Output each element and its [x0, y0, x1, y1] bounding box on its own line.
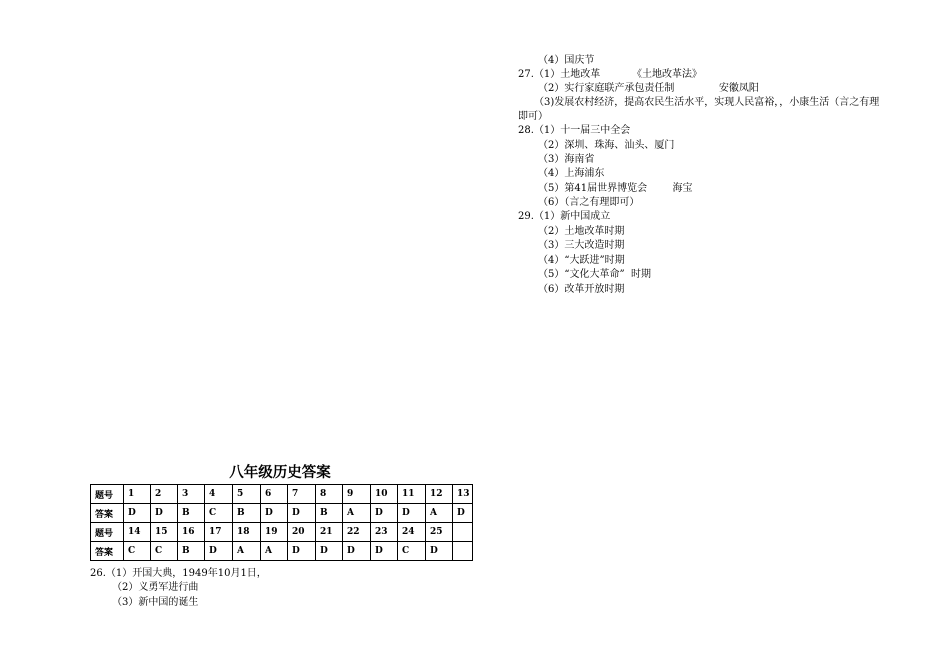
answer-line: （5）第41届世界博览会 海宝 — [538, 183, 693, 194]
answer-line: 28.（1）十一届三中全会 — [518, 125, 631, 136]
answer-line: 26.（1）开国大典，1949年10月1日， — [90, 568, 267, 579]
table-cell: A — [233, 542, 261, 561]
table-cell: 16 — [178, 523, 205, 542]
answer-line: 29.（1）新中国成立 — [518, 211, 611, 222]
table-cell: B — [233, 504, 261, 523]
row-header-cell: 题号 — [91, 485, 124, 504]
table-cell: D — [124, 504, 151, 523]
answer-line: （2）实行家庭联产承包责任制 安徽凤阳 — [538, 83, 759, 94]
answer-line: （3)发展农村经济，提高农民生活水平，实现人民富裕，，小康生活（言之有理 — [534, 97, 880, 108]
answer-line: 即可） — [518, 111, 548, 122]
answer-line: （4）“大跃进”时期 — [538, 255, 625, 266]
table-row — [91, 523, 473, 542]
table-cell: 13 — [453, 485, 473, 504]
table-cell: D — [343, 542, 371, 561]
table-cell: 11 — [398, 485, 426, 504]
table-cell: 25 — [426, 523, 453, 542]
table-cell: D — [371, 542, 398, 561]
table-cell: 22 — [343, 523, 371, 542]
table-cell: 9 — [343, 485, 371, 504]
table-cell: D — [453, 504, 473, 523]
table-cell: A — [261, 542, 288, 561]
table-cell: 19 — [261, 523, 288, 542]
table-cell: D — [316, 542, 343, 561]
table-cell: C — [398, 542, 426, 561]
answer-line: 27.（1）土地改革 《土地改革法》 — [518, 69, 703, 80]
table-cell — [453, 542, 473, 561]
answer-line: （4）上海浦东 — [538, 168, 605, 179]
row-header-cell: 答案 — [91, 542, 124, 561]
table-cell: C — [124, 542, 151, 561]
table-cell: 14 — [124, 523, 151, 542]
answer-line: （4）国庆节 — [538, 55, 595, 66]
answer-line: （5）“文化大革命” 时期 — [538, 269, 651, 280]
table-cell: D — [151, 504, 178, 523]
table-cell: D — [205, 542, 233, 561]
table-cell: 24 — [398, 523, 426, 542]
table-cell: 2 — [151, 485, 178, 504]
answer-line: （3）海南省 — [538, 154, 595, 165]
table-row — [91, 542, 473, 561]
table-cell: 23 — [371, 523, 398, 542]
table-cell: D — [398, 504, 426, 523]
table-cell: C — [151, 542, 178, 561]
table-cell: 15 — [151, 523, 178, 542]
answer-line: （6）（言之有理即可） — [538, 197, 640, 208]
table-cell: 7 — [288, 485, 316, 504]
table-cell: 10 — [371, 485, 398, 504]
answer-line: （2）土地改革时期 — [538, 226, 625, 237]
table-cell: 18 — [233, 523, 261, 542]
table-cell: 3 — [178, 485, 205, 504]
table-row — [91, 485, 473, 504]
table-cell: C — [205, 504, 233, 523]
table-cell: A — [343, 504, 371, 523]
page-title: 八年级历史答案 — [229, 465, 331, 481]
table-cell: D — [288, 504, 316, 523]
table-cell: 6 — [261, 485, 288, 504]
table-row — [91, 504, 473, 523]
answer-line: （2）深圳、珠海、汕头、厦门 — [538, 140, 675, 151]
table-cell: 5 — [233, 485, 261, 504]
answer-line: （2）义勇军进行曲 — [112, 582, 199, 593]
answer-table — [90, 484, 473, 561]
table-cell: B — [316, 504, 343, 523]
table-cell: 12 — [426, 485, 453, 504]
answer-line: （6）改革开放时期 — [538, 284, 625, 295]
row-header-cell: 题号 — [91, 523, 124, 542]
table-cell: D — [288, 542, 316, 561]
answer-line: （3）三大改造时期 — [538, 240, 625, 251]
table-cell: A — [426, 504, 453, 523]
table-cell: 21 — [316, 523, 343, 542]
table-cell: 4 — [205, 485, 233, 504]
row-header-cell: 答案 — [91, 504, 124, 523]
table-cell: D — [261, 504, 288, 523]
table-cell: D — [426, 542, 453, 561]
table-cell: D — [371, 504, 398, 523]
table-cell: 1 — [124, 485, 151, 504]
answer-line: （3）新中国的诞生 — [112, 597, 199, 608]
table-cell: B — [178, 542, 205, 561]
table-cell: 20 — [288, 523, 316, 542]
table-cell: 17 — [205, 523, 233, 542]
table-cell: 8 — [316, 485, 343, 504]
table-cell: B — [178, 504, 205, 523]
table-cell — [453, 523, 473, 542]
